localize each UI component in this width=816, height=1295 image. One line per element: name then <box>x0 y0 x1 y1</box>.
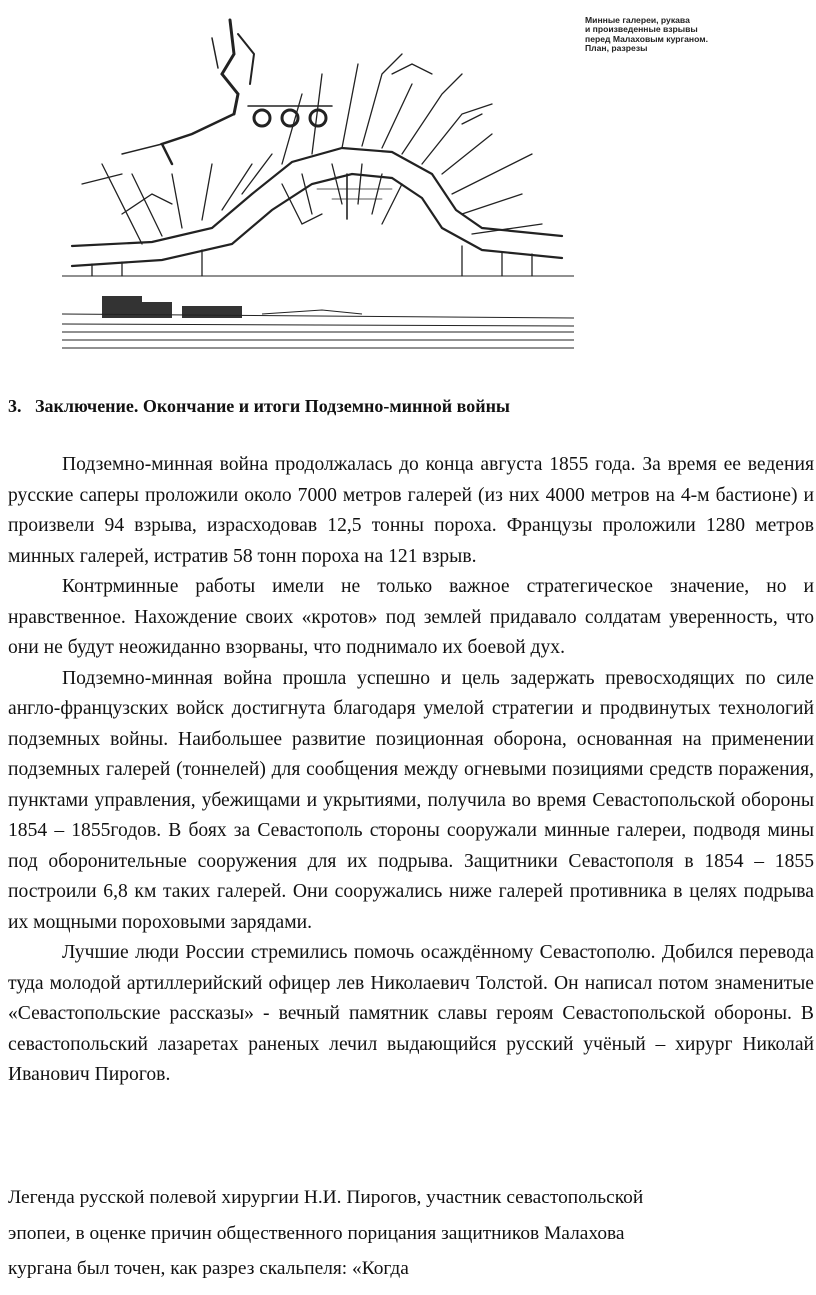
closing-line: эпопеи, в оценке причин общественного порицания защитников Малахова <box>8 1222 625 1244</box>
closing-text <box>8 1180 814 1287</box>
section-title: Заключение. Окончание и итоги Подземно-минной войны <box>35 396 510 416</box>
caption-line: План, разрезы <box>585 43 648 54</box>
section-number: 3. <box>8 396 22 416</box>
closing-line: Легенда русской полевой хирургии Н.И. Пирогов, участник севастопольской <box>8 1187 644 1208</box>
body-text <box>8 450 814 1091</box>
figure-caption <box>585 16 785 54</box>
caption-line: и произведенные взрывы <box>585 24 698 35</box>
paragraph: Контрминные работы имели не только важное стратегическое значение, но и нравственное. Нахождение своих «кротов» под землей придавало солдатам уверенность, что они не будут неожиданно взорваны, что поднимало их боевой дух. <box>8 576 814 658</box>
caption-line: перед Малаховым курганом. <box>585 33 708 44</box>
caption-line: Минные галереи, рукава <box>585 15 690 25</box>
paragraph: Подземно-минная война продолжалась до конца августа 1855 года. За время ее ведения русские саперы проложили около 7000 метров галерей (из них 4000 метров на 4-м бастионе) и произвели 94 взрыва, израсходовав 12,5 тонны пороха. Французы проложили 1280 метров минных галерей, истратив 58 тонн пороха на 121 взрыв. <box>8 454 814 567</box>
paragraph: Подземно-минная война прошла успешно и цель задержать превосходящих по силе англо-французских войск достигнута благодаря умелой стратегии и продвинутых технологий подземных войны. Наибольшее развитие позиционная оборона, основанная на применении подземных галерей (тоннелей) для сообщения между огневыми позициями средств поражения, пунктами управления, убежищами и укрытиями, получила во время Севастопольской обороны 1854 – 1855годов. В боях за Севастополь стороны сооружали минные галереи, подводя мины под оборонительные сооружения для их подрыва. Защитники Севастополя в 1854 – 1855 построили 6,8 км таких галерей. Они сооружались ниже галерей противника в целях подрыва их мощными пороховыми зарядами. <box>8 667 814 933</box>
closing-line: кургана был точен, как разрез скальпеля: «Когда <box>8 1258 409 1279</box>
mine-galleries-map <box>62 14 574 356</box>
section-heading <box>8 396 510 417</box>
paragraph: Лучшие люди России стремились помочь осаждённому Севастополю. Добился перевода туда молодой артиллерийский офицер лев Николаевич Толстой. Он написал потом знаменитые «Севастопольские рассказы» - вечный памятник славы героям Севастопольской обороны. В севастопольский лазаретах раненых лечил выдающийся русский учёный – хирург Николай Иванович Пирогов. <box>8 942 814 1085</box>
